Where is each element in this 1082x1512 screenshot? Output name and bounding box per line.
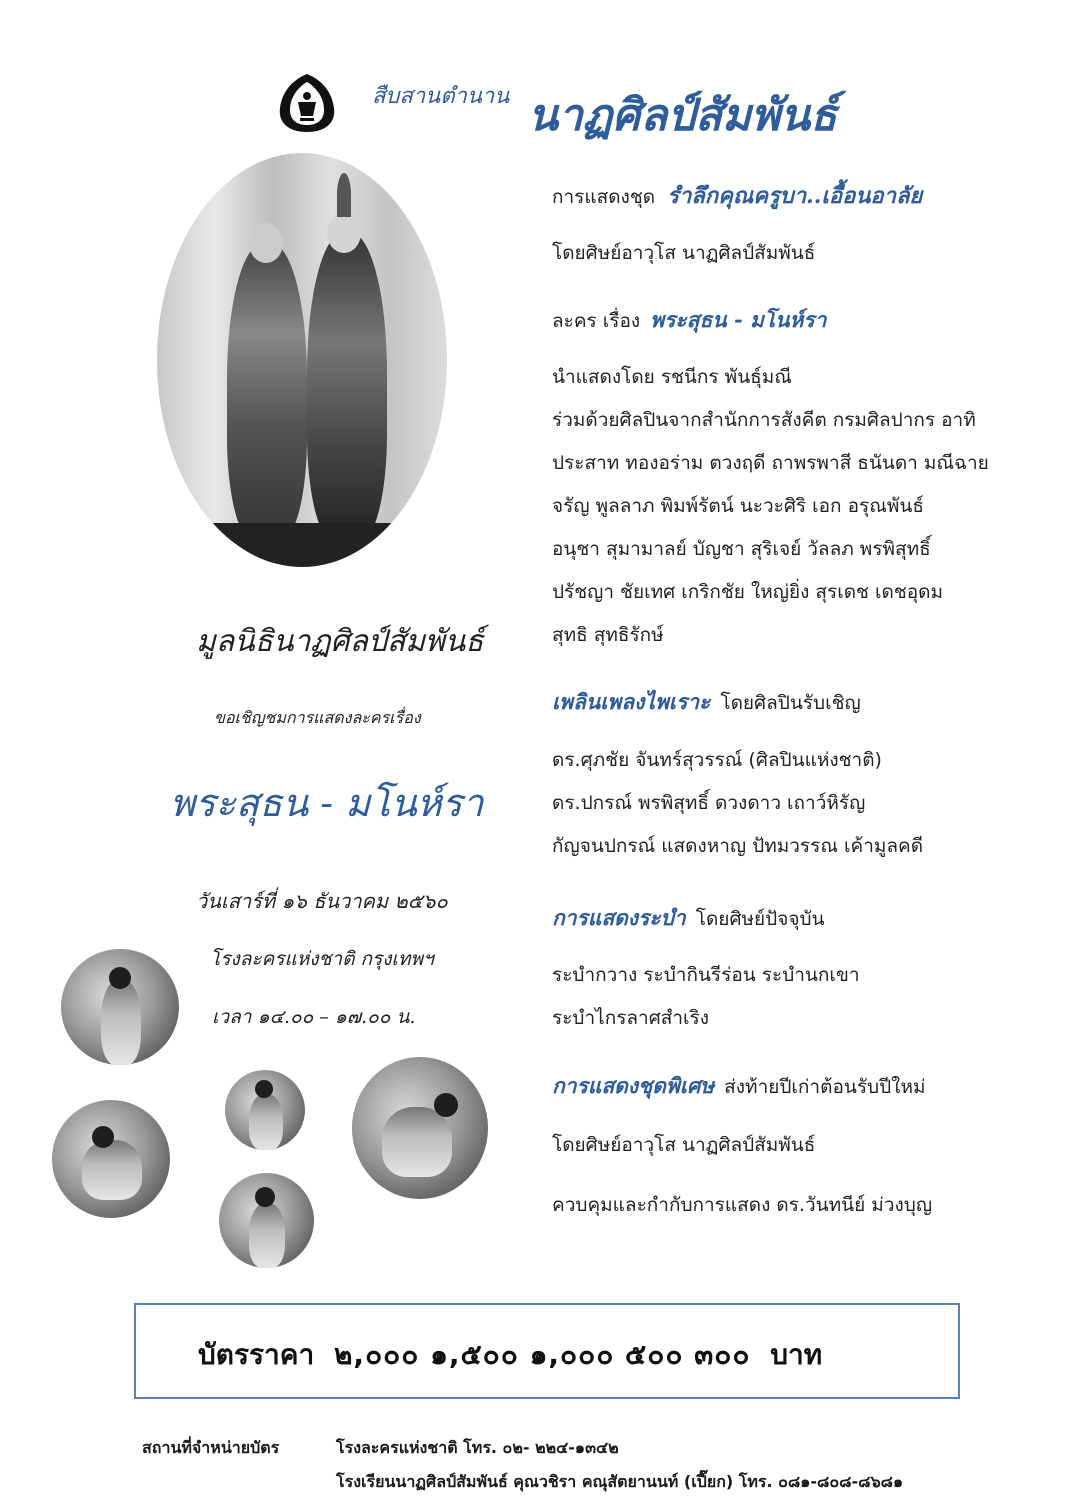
ticket-outlet-2: โรงเรียนนาฏศิลป์สัมพันธ์ คุณวชิรา คณุสัตยานนท์ (เปี๊ยก) โทร. ๐๘๑-๘๐๘-๘๖๘๑ bbox=[336, 1472, 904, 1491]
section-5-by: โดยศิษย์อาวุโส นาฏศิลป์สัมพันธ์ bbox=[552, 1134, 816, 1156]
header-subtitle: สืบสานตำนาน bbox=[372, 84, 510, 109]
dancer-photo-1 bbox=[61, 949, 179, 1065]
foundation-name: มูลนิธินาฏศิลป์สัมพันธ์ bbox=[196, 624, 484, 659]
section-1-title: รำลึกคุณครูบา..เอื้อนอาลัย bbox=[667, 183, 923, 209]
cast-line-7: สุทธิ สุทธิรักษ์ bbox=[552, 624, 664, 646]
dancer-photo-5 bbox=[219, 1173, 314, 1268]
cast-line-5: อนุชา สุมามาลย์ บัญชา สุริเจย์ วัลลภ พรพิสุทธิ์ bbox=[552, 538, 931, 560]
ticket-unit: บาท bbox=[770, 1338, 823, 1371]
cast-line-2: ร่วมด้วยศิลปินจากสำนักการสังคีต กรมศิลปากร อาทิ bbox=[552, 409, 976, 431]
event-time: เวลา ๑๔.๐๐ – ๑๗.๐๐ น. bbox=[212, 1006, 416, 1028]
section-3-title: เพลินเพลงไพเราะ bbox=[552, 689, 711, 714]
program-section-5: การแสดงชุดพิเศษ ส่งท้ายปีเก่าต้อนรับปีใหม่ bbox=[552, 1073, 926, 1098]
guest-line-1: ดร.ศุภชัย จันทร์สุวรรณ์ (ศิลปินแห่งชาติ) bbox=[552, 749, 882, 771]
event-venue: โรงละครแห่งชาติ กรุงเทพฯ bbox=[210, 948, 434, 970]
program-section-1: การแสดงชุด รำลึกคุณครูบา..เอื้อนอาลัย bbox=[552, 183, 923, 209]
dancer-photo-3 bbox=[225, 1070, 305, 1150]
ticket-price-line bbox=[198, 1333, 822, 1377]
invite-text: ขอเชิญชมการแสดงละครเรื่อง bbox=[214, 708, 421, 727]
dancer-photo-4 bbox=[352, 1057, 488, 1199]
program-section-2: ละคร เรื่อง พระสุธน - มโนห์รา bbox=[552, 307, 827, 332]
header-title: นาฏศิลป์สัมพันธ์ bbox=[528, 90, 837, 141]
program-section-3: เพลินเพลงไพเราะ โดยศิลปินรับเชิญ bbox=[552, 689, 861, 714]
play-title: พระสุธน - มโนห์รา bbox=[170, 781, 484, 825]
ticket-outlets-label: สถานที่จำหน่ายบัตร bbox=[142, 1438, 280, 1457]
main-dancers-photo bbox=[157, 153, 447, 567]
section-1-by: โดยศิษย์อาวุโส นาฏศิลป์สัมพันธ์ bbox=[552, 242, 816, 264]
program-section-4: การแสดงระบำ โดยศิษย์ปัจจุบัน bbox=[552, 905, 825, 930]
cast-line-1: นำแสดงโดย รชนีกร พันธุ์มณี bbox=[552, 366, 792, 388]
ticket-prices: ๒,๐๐๐ ๑,๕๐๐ ๑,๐๐๐ ๕๐๐ ๓๐๐ bbox=[333, 1338, 751, 1371]
guest-line-2: ดร.ปกรณ์ พรพิสุทธิ์ ดวงดาว เถาว์หิรัญ bbox=[552, 792, 866, 814]
ticket-label: บัตรราคา bbox=[198, 1338, 315, 1371]
dancer-photo-2 bbox=[52, 1100, 170, 1218]
thai-emblem-icon bbox=[272, 72, 342, 134]
ticket-price-box bbox=[134, 1303, 960, 1399]
guest-line-3: กัญจนปกรณ์ แสดงหาญ ปัทมวรรณ เค้ามูลคดี bbox=[552, 835, 924, 857]
cast-line-4: จรัญ พูลลาภ พิมพ์รัตน์ นะวะศิริ เอก อรุณพันธ์ bbox=[552, 495, 924, 517]
cast-line-3: ประสาท ทองอร่าม ตวงฤดี ถาพรพาสี ธนันดา มณีฉาย bbox=[552, 452, 989, 474]
ticket-outlet-1: โรงละครแห่งชาติ โทร. ๐๒- ๒๒๔-๑๓๔๒ bbox=[336, 1438, 619, 1457]
section-5-title: การแสดงชุดพิเศษ bbox=[552, 1073, 715, 1098]
section-4-title: การแสดงระบำ bbox=[552, 905, 686, 930]
section-2-title: พระสุธน - มโนห์รา bbox=[650, 307, 827, 332]
dance-line-2: ระบำไกรลาศสำเริง bbox=[552, 1007, 710, 1029]
dance-line-1: ระบำกวาง ระบำกินรีร่อน ระบำนกเขา bbox=[552, 964, 860, 986]
event-date: วันเสาร์ที่ ๑๖ ธันวาคม ๒๕๖๐ bbox=[196, 889, 448, 913]
cast-line-6: ปรัชญา ชัยเทศ เกริกชัย ใหญ่ยิ่ง สุรเดช เดชอุดม bbox=[552, 581, 943, 603]
director-credit: ควบคุมและกำกับการแสดง ดร.วันทนีย์ ม่วงบุญ bbox=[552, 1194, 933, 1216]
